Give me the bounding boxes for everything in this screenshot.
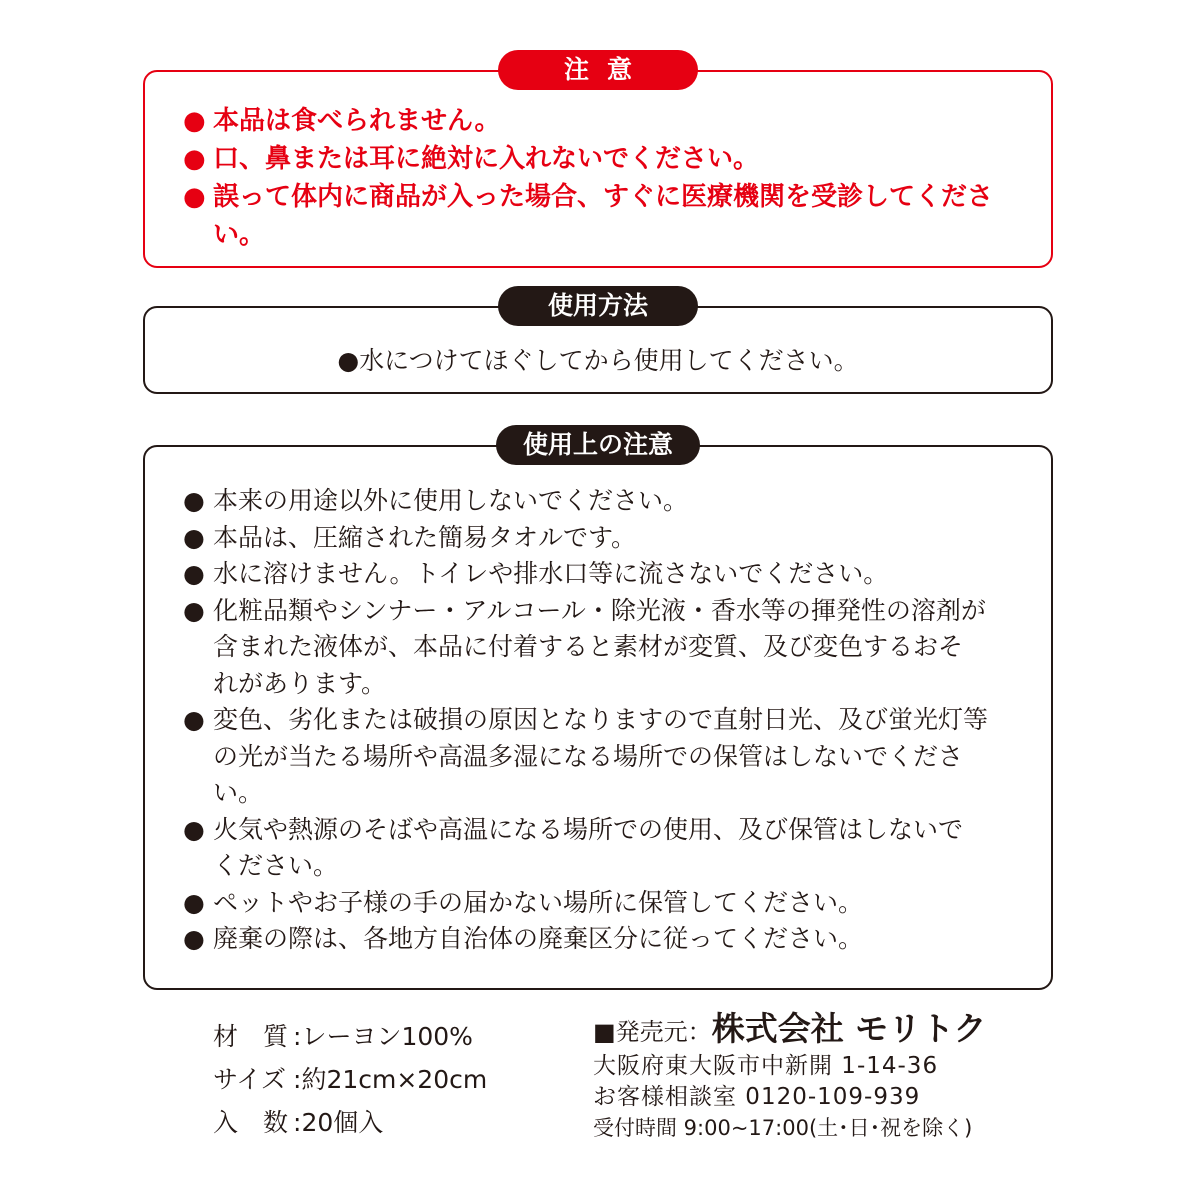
usage-title: 使用方法: [498, 286, 698, 326]
vendor-hours: 受付時間 9:00~17:00(土･日･祝を除く): [593, 1116, 973, 1140]
notes-item: ● 変色、劣化または破損の原因となりますので直射日光、及び蛍光灯等 の光が当たる場所や高温多湿になる場所での保管はしないでくださ い。: [183, 705, 989, 807]
notes-box: [143, 430, 1053, 990]
notes-title: 使用上の注意: [496, 425, 700, 465]
notes-item: ● 火気や熱源のそばや高温になる場所での使用、及び保管はしないで ください。: [183, 814, 964, 880]
spec-count: 入 数 :20個入: [213, 1108, 384, 1137]
vendor-info: [593, 1010, 987, 1144]
caution-list: [183, 102, 993, 254]
caution-item: ● 口、鼻または耳に絶対に入れないでください。: [183, 144, 760, 174]
vendor-company: 株式会社 モリトク: [711, 1009, 987, 1048]
usage-text: ●水につけてほぐしてから使用してください。: [337, 346, 859, 375]
notes-item: ● ペットやお子様の手の届かない場所に保管してください。: [183, 887, 864, 917]
notes-item: ● 本品は、圧縮された簡易タオルです。: [183, 522, 637, 552]
caution-box: [143, 55, 1053, 268]
vendor-label: ■発売元：: [593, 1018, 712, 1046]
notes-item: ● 本来の用途以外に使用しないでください。: [183, 486, 689, 515]
caution-title: 注意: [498, 50, 698, 90]
spec-material: 材 質 :レーヨン100%: [213, 1022, 473, 1051]
vendor-phone: お客様相談室 0120-109-939: [593, 1084, 921, 1110]
notes-list: [183, 483, 988, 958]
spec-size: サイズ :約21cm×20cm: [213, 1065, 488, 1094]
usage-box: [143, 291, 1053, 394]
notes-item: ● 水に溶けません。トイレや排水口等に流さないでください。: [183, 559, 889, 588]
notes-item: ● 化粧品類やシンナー・アルコール・除光液・香水等の揮発性の溶剤が 含まれた液体が、本品に付着すると素材が変質、及び変色するおそ れがあります。: [183, 595, 986, 698]
vendor-address: 大阪府東大阪市中新開 1-14-36: [593, 1053, 939, 1079]
caution-item: ● 誤って体内に商品が入った場合、すぐに医療機関を受診してくださ: [183, 182, 994, 212]
notes-item: ● 廃棄の際は、各地方自治体の廃棄区分に従ってください。: [183, 924, 864, 953]
caution-item: ● 本品は食べられません。: [183, 106, 501, 136]
product-spec: [213, 1015, 487, 1144]
caution-item-continued: い。: [213, 220, 266, 250]
